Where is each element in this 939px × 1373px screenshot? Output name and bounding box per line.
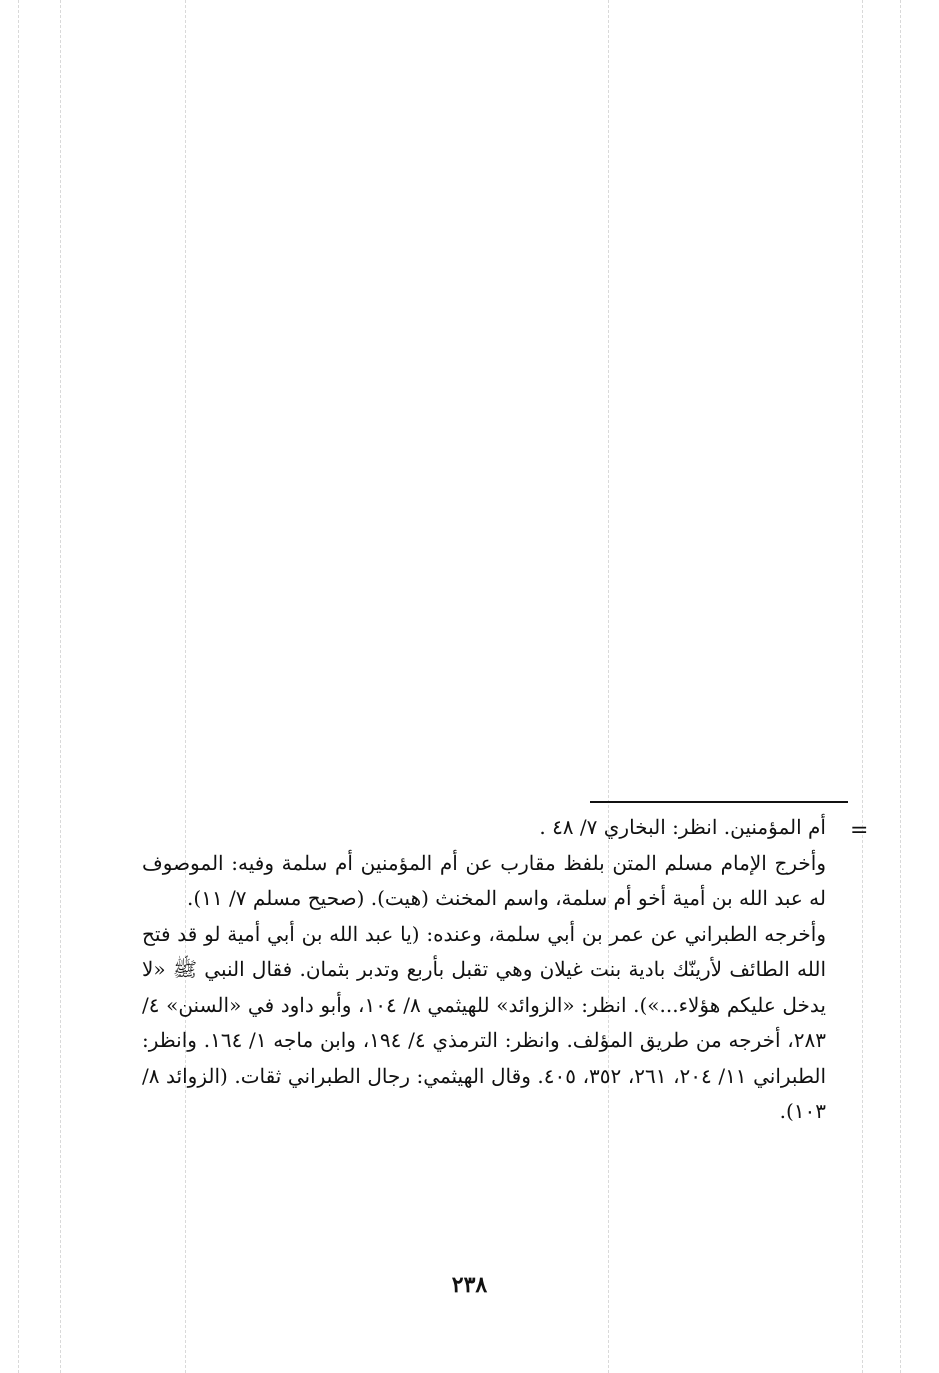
- scan-artifact-line: [608, 0, 609, 1373]
- footnote-separator: [590, 801, 848, 803]
- scan-artifact-line: [60, 0, 61, 1373]
- page-number: ٢٣٨: [451, 1272, 488, 1298]
- scan-artifact-line: [862, 0, 863, 1373]
- scan-artifact-line: [900, 0, 901, 1373]
- footnote-paragraph: وأخرج الإمام مسلم المتن بلفظ مقارب عن أم المؤمنين أم سلمة وفيه: الموصوف له عبد الله بن أمية أخو أم سلمة، واسم المخنث (هيت). (صحيح مسلم ٧/ ١١).: [142, 850, 826, 910]
- scan-artifact-line: [185, 0, 186, 1373]
- footnote-block: [142, 810, 826, 1130]
- footnote-continuation-mark: =: [850, 818, 869, 843]
- scan-artifact-line: [18, 0, 19, 1373]
- footnote-paragraph: وأخرجه الطبراني عن عمر بن أبي سلمة، وعنده: (يا عبد الله بن أبي أمية لو قد فتح الله الطائف لأرينّك بادية بنت غيلان وهي تقبل بأربع وتدبر بثمان. فقال النبي ﷺ «لا يدخل عليكم هؤلاء...»). انظر: «الزوائد» للهيثمي ٨/ ١٠٤، وأبو داود في «السنن» ٤/ ٢٨٣، أخرجه من طريق المؤلف. وانظر: الترمذي ٤/ ١٩٤، وابن ماجه ١/ ١٦٤. وانظر: الطبراني ١١/ ٢٠٤، ٢٦١، ٣٥٢، ٤٠٥. وقال الهيثمي: رجال الطبراني ثقات. (الزوائد ٨/ ١٠٣).: [142, 921, 827, 1123]
- footnote-paragraph: أم المؤمنين. انظر: البخاري ٧/ ٤٨ .: [539, 815, 826, 839]
